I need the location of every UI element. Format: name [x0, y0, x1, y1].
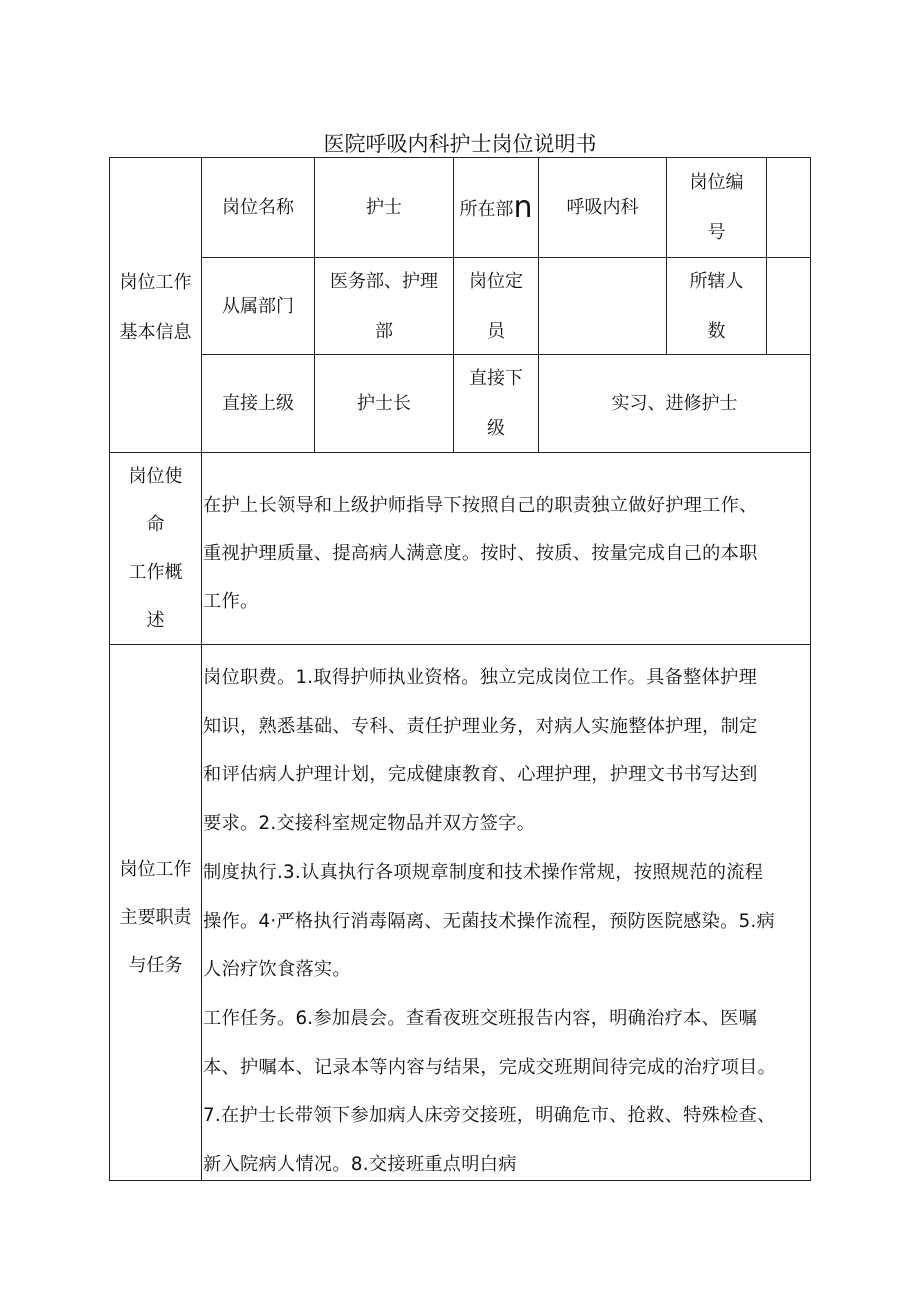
duties-line: 制度执行.3.认真执行各项规章制度和技术操作常规，按照规范的流程: [203, 861, 764, 883]
subordinate-count-label: 所辖人 数: [689, 270, 744, 342]
parent-department-value: 医务部、护理 部: [330, 270, 438, 342]
position-quota-label: 岗位定 员: [469, 270, 523, 342]
position-code-value: [767, 158, 810, 258]
position-name-label: 岗位名称: [222, 197, 294, 218]
duties-line: 操作。4·严格执行消毒隔离、无菌技术操作流程，预防医院感染。5.病: [203, 910, 776, 932]
duties-line: 工作任务。6.参加晨会。查看夜班交班报告内容，明确治疗本、医嘱: [203, 1007, 758, 1029]
duties-line: 新入院病人情况。8.交接班重点明白病: [203, 1154, 517, 1176]
direct-superior-label: 直接上级: [222, 392, 294, 414]
mission-line: 工作。: [203, 591, 259, 612]
mission-line: 重视护理质量、提高病人满意度。按时、按质、按量完成自己的本职: [203, 543, 758, 564]
direct-subordinate-value: 实习、进修护士: [611, 392, 738, 414]
page-title: 医院呼吸内科护士岗位说明书: [323, 132, 597, 156]
duties-line: 人治疗饮食落实。: [203, 959, 351, 981]
department-value: 呼吸内科: [566, 197, 639, 218]
position-quota-value: [539, 258, 666, 355]
direct-superior-value: 护士长: [357, 392, 411, 414]
basic-info-section-label: 岗位工作 基本信息: [119, 272, 192, 343]
position-code-label: 岗位编 号: [689, 172, 744, 243]
subordinate-count-value: [767, 258, 810, 355]
direct-subordinate-label: 直接下 级: [469, 367, 523, 439]
mission-text: [203, 482, 809, 626]
duties-line: 本、护嘱本、记录本等内容与结果，完成交班期间待完成的治疗项目。: [203, 1056, 777, 1078]
mission-line: 在护上长领导和上级护师指导下按照自己的职责独立做好护理工作、: [203, 495, 758, 516]
duties-line: 岗位职费。1.取得护师执业资格。独立完成岗位工作。具备整体护理: [203, 667, 758, 688]
duties-section-label: 岗位工作 主要职责 与任务: [119, 859, 192, 976]
mission-section-label: 岗位使 命 工作概 述: [128, 466, 183, 631]
duties-line: 7.在护士长带领下参加病人床旁交接班，明确危市、抢救、特殊检查、: [203, 1105, 776, 1127]
department-label: 所在部 n: [459, 190, 533, 225]
position-name-value: 护士: [366, 197, 402, 218]
parent-department-label: 从属部门: [222, 295, 294, 317]
duties-line: 和评估病人护理计划，完成健康教育、心理护理，护理文书书写达到: [203, 764, 758, 786]
duties-text: [203, 654, 809, 1190]
duties-line: 要求。2.交接科室规定物品并双方签字。: [203, 813, 536, 835]
duties-line: 知识，熟悉基础、专科、责任护理业务，对病人实施整体护理，制定: [203, 715, 758, 737]
